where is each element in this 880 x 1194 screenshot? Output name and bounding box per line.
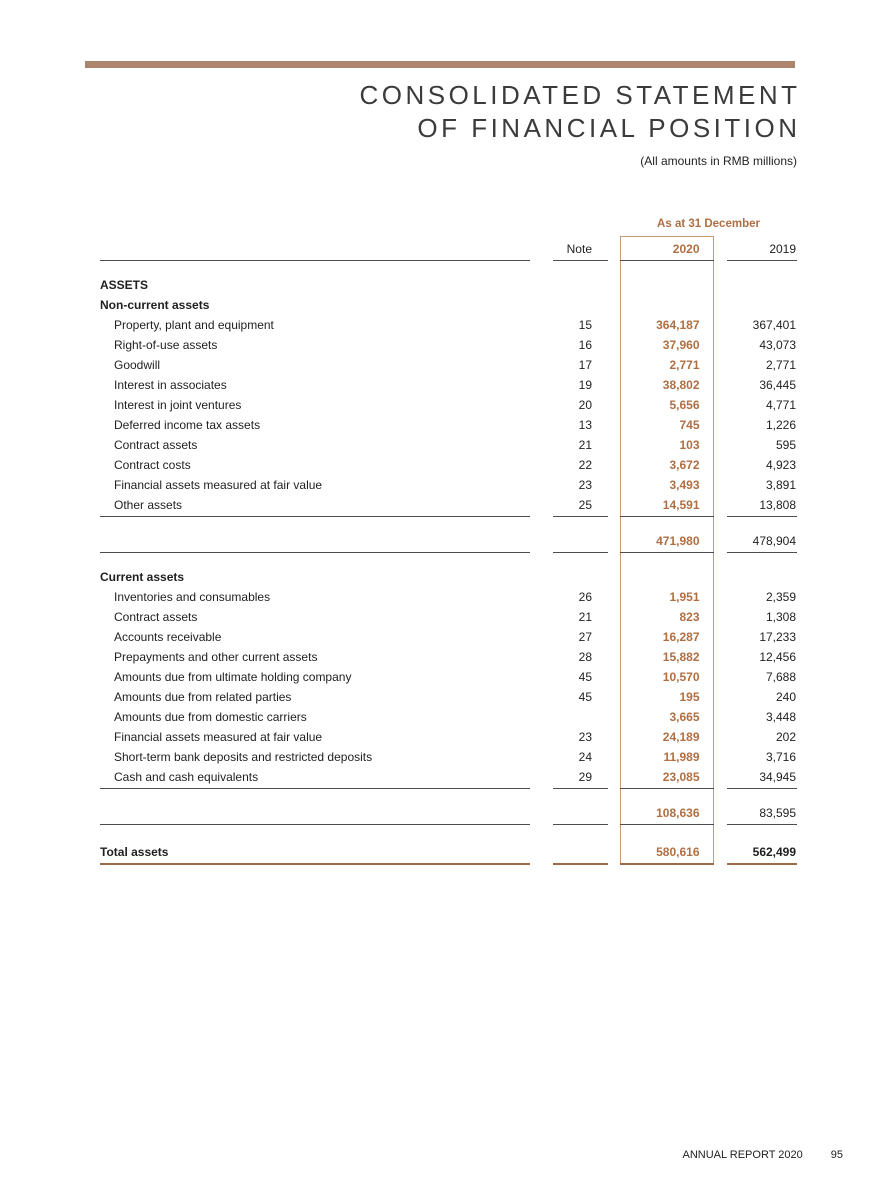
note-number xyxy=(553,260,608,276)
column-gap xyxy=(713,476,727,496)
value-2020: 24,189 xyxy=(620,728,713,748)
value-2019: 2,771 xyxy=(766,358,797,372)
row-label: Amounts due from ultimate holding company xyxy=(114,670,352,684)
column-gap xyxy=(530,668,553,688)
column-gap xyxy=(713,688,727,708)
column-gap xyxy=(713,496,727,516)
value-2019 xyxy=(727,824,797,840)
item-row xyxy=(100,668,797,688)
value-2020 xyxy=(620,276,713,296)
column-gap xyxy=(530,456,553,476)
column-gap xyxy=(713,608,727,628)
column-gap xyxy=(608,668,620,688)
item-row xyxy=(100,688,797,708)
column-gap xyxy=(530,356,553,376)
section-row xyxy=(100,276,797,296)
column-gap xyxy=(713,436,727,456)
note-number: 25 xyxy=(553,496,608,516)
statement-body xyxy=(100,260,797,864)
column-gap xyxy=(608,416,620,436)
value-2020 xyxy=(620,552,713,568)
note-number xyxy=(553,568,608,588)
row-label: Amounts due from related parties xyxy=(114,690,292,704)
column-gap xyxy=(530,260,553,276)
column-header-2019: 2019 xyxy=(727,236,797,260)
row-label: ASSETS xyxy=(100,278,149,292)
value-2019: 12,456 xyxy=(759,650,797,664)
item-row xyxy=(100,376,797,396)
column-gap xyxy=(530,336,553,356)
value-2020: 823 xyxy=(620,608,713,628)
column-gap xyxy=(530,628,553,648)
value-2019: 367,401 xyxy=(752,318,797,332)
note-number: 23 xyxy=(578,478,592,492)
column-gap xyxy=(608,276,620,296)
column-gap xyxy=(608,608,620,628)
row-label: Cash and cash equivalents xyxy=(100,768,530,788)
note-number: 17 xyxy=(578,358,592,372)
total-row xyxy=(100,840,797,864)
value-2020: 745 xyxy=(620,416,713,436)
accent-bar xyxy=(85,61,795,68)
column-gap xyxy=(713,804,727,824)
value-2019: 478,904 xyxy=(727,532,797,552)
item-row xyxy=(100,476,797,496)
column-gap xyxy=(608,588,620,608)
column-gap xyxy=(608,456,620,476)
row-label: Total assets xyxy=(100,840,530,864)
column-gap xyxy=(530,436,553,456)
note-number xyxy=(553,516,608,532)
value-2020: 14,591 xyxy=(620,496,713,516)
column-gap xyxy=(530,296,553,316)
value-2019: 7,688 xyxy=(766,670,797,684)
column-gap xyxy=(530,688,553,708)
column-gap xyxy=(713,748,727,768)
row-label: Right-of-use assets xyxy=(114,338,218,352)
value-2019: 34,945 xyxy=(727,768,797,788)
item-row xyxy=(100,496,797,516)
note-number: 45 xyxy=(578,670,592,684)
note-column-header: Note xyxy=(553,236,608,260)
row-label xyxy=(100,532,530,552)
column-gap xyxy=(713,568,727,588)
note-number: 28 xyxy=(578,650,592,664)
column-gap xyxy=(608,708,620,728)
value-2020: 37,960 xyxy=(620,336,713,356)
row-label: Deferred income tax assets xyxy=(114,418,261,432)
column-gap xyxy=(608,496,620,516)
empty-cell xyxy=(100,214,530,236)
note-number: 20 xyxy=(578,398,592,412)
column-gap xyxy=(713,516,727,532)
amounts-note: (All amounts in RMB millions) xyxy=(640,154,797,168)
column-gap xyxy=(608,236,620,260)
value-2020 xyxy=(620,568,713,588)
row-label: Financial assets measured at fair value xyxy=(114,730,323,744)
value-2020 xyxy=(620,824,713,840)
column-gap xyxy=(608,768,620,788)
value-2020: 471,980 xyxy=(620,532,713,552)
column-gap xyxy=(608,476,620,496)
column-gap xyxy=(530,236,553,260)
note-number xyxy=(553,788,608,804)
note-number: 26 xyxy=(578,590,592,604)
row-label: Interest in joint ventures xyxy=(114,398,242,412)
page-header xyxy=(100,79,801,168)
column-gap xyxy=(608,532,620,552)
column-gap xyxy=(608,552,620,568)
value-2019: 595 xyxy=(776,438,797,452)
column-gap xyxy=(608,728,620,748)
column-gap xyxy=(530,476,553,496)
column-gap xyxy=(530,316,553,336)
note-number: 21 xyxy=(578,438,592,452)
value-2019: 3,448 xyxy=(766,710,797,724)
column-gap xyxy=(608,376,620,396)
column-gap xyxy=(713,668,727,688)
column-gap xyxy=(608,436,620,456)
column-header-2020: 2020 xyxy=(620,236,713,260)
column-gap xyxy=(530,416,553,436)
item-row xyxy=(100,416,797,436)
value-2020: 2,771 xyxy=(620,356,713,376)
item-row xyxy=(100,588,797,608)
row-label: Prepayments and other current assets xyxy=(114,650,318,664)
column-gap xyxy=(713,824,727,840)
column-gap xyxy=(713,728,727,748)
value-2019 xyxy=(727,568,797,588)
spacer-row xyxy=(100,788,797,804)
value-2020: 16,287 xyxy=(620,628,713,648)
column-gap xyxy=(713,840,727,864)
period-header: As at 31 December xyxy=(657,217,760,230)
column-gap xyxy=(713,648,727,668)
value-2019: 13,808 xyxy=(727,496,797,516)
column-gap xyxy=(530,214,553,236)
column-gap xyxy=(530,648,553,668)
value-2020: 11,989 xyxy=(620,748,713,768)
value-2020: 195 xyxy=(620,688,713,708)
row-label: Current assets xyxy=(100,570,185,584)
value-2019: 1,308 xyxy=(766,610,797,624)
spacer-row xyxy=(100,824,797,840)
note-number: 24 xyxy=(578,750,592,764)
column-gap xyxy=(530,708,553,728)
value-2019: 43,073 xyxy=(759,338,797,352)
value-2020 xyxy=(620,260,713,276)
section-row xyxy=(100,568,797,588)
row-label: Accounts receivable xyxy=(114,630,222,644)
column-gap xyxy=(713,416,727,436)
value-2020: 1,951 xyxy=(620,588,713,608)
column-gap xyxy=(713,236,727,260)
footer-report-title: ANNUAL REPORT 2020 xyxy=(682,1149,803,1161)
column-gap xyxy=(608,840,620,864)
item-row xyxy=(100,728,797,748)
value-2019: 83,595 xyxy=(727,804,797,824)
value-2020: 3,493 xyxy=(620,476,713,496)
note-number: 13 xyxy=(578,418,592,432)
note-number xyxy=(553,708,608,728)
value-2020: 103 xyxy=(620,436,713,456)
spacer-row xyxy=(100,260,797,276)
note-number: 27 xyxy=(578,630,592,644)
column-gap xyxy=(530,748,553,768)
value-2019: 3,716 xyxy=(766,750,797,764)
row-label: Financial assets measured at fair value xyxy=(114,478,323,492)
value-2020 xyxy=(620,296,713,316)
value-2019: 4,771 xyxy=(766,398,797,412)
row-label: Interest in associates xyxy=(114,378,227,392)
page-footer xyxy=(683,1149,844,1161)
column-gap xyxy=(713,336,727,356)
row-label: Short-term bank deposits and restricted deposits xyxy=(114,750,373,764)
value-2020: 15,882 xyxy=(620,648,713,668)
note-number xyxy=(553,840,608,864)
value-2020: 364,187 xyxy=(620,316,713,336)
footer-page-number: 95 xyxy=(830,1149,843,1161)
value-2020: 10,570 xyxy=(620,668,713,688)
value-2019: 562,499 xyxy=(727,840,797,864)
row-label xyxy=(100,260,530,276)
value-2019: 36,445 xyxy=(759,378,797,392)
value-2019: 202 xyxy=(776,730,797,744)
column-gap xyxy=(713,276,727,296)
column-gap xyxy=(530,276,553,296)
value-2019: 17,233 xyxy=(759,630,797,644)
row-label: Amounts due from domestic carriers xyxy=(114,710,307,724)
value-2019 xyxy=(727,296,797,316)
row-label: Property, plant and equipment xyxy=(114,318,274,332)
column-gap xyxy=(608,748,620,768)
subtotal-row xyxy=(100,532,797,552)
spacer-row xyxy=(100,516,797,532)
row-label xyxy=(100,804,530,824)
item-row xyxy=(100,608,797,628)
note-number: 45 xyxy=(578,690,592,704)
item-row xyxy=(100,356,797,376)
note-number: 23 xyxy=(578,730,592,744)
note-number xyxy=(553,552,608,568)
column-gap xyxy=(713,708,727,728)
item-row xyxy=(100,336,797,356)
column-gap xyxy=(530,552,553,568)
column-gap xyxy=(713,588,727,608)
item-row xyxy=(100,396,797,416)
value-2019 xyxy=(727,516,797,532)
column-gap xyxy=(608,214,620,236)
value-2020: 23,085 xyxy=(620,768,713,788)
row-label: Contract assets xyxy=(114,610,198,624)
column-gap xyxy=(713,768,727,788)
row-label xyxy=(100,824,530,840)
column-gap xyxy=(608,516,620,532)
column-gap xyxy=(530,496,553,516)
value-2019: 2,359 xyxy=(766,590,797,604)
note-number xyxy=(553,276,608,296)
note-number: 19 xyxy=(578,378,592,392)
column-gap xyxy=(608,688,620,708)
value-2019: 3,891 xyxy=(766,478,797,492)
note-number: 16 xyxy=(578,338,592,352)
column-gap xyxy=(530,588,553,608)
column-gap xyxy=(713,296,727,316)
column-gap xyxy=(608,396,620,416)
page-title-line-2: OF FINANCIAL POSITION xyxy=(417,113,801,143)
financial-position-table xyxy=(100,214,797,865)
value-2020: 38,802 xyxy=(620,376,713,396)
item-row xyxy=(100,768,797,788)
column-gap xyxy=(713,552,727,568)
column-header-row xyxy=(100,236,797,260)
value-2020: 580,616 xyxy=(620,840,713,864)
item-row xyxy=(100,316,797,336)
row-label: Non-current assets xyxy=(100,298,210,312)
item-row xyxy=(100,436,797,456)
row-label: Inventories and consumables xyxy=(114,590,271,604)
note-number: 29 xyxy=(553,768,608,788)
row-label: Contract costs xyxy=(114,458,191,472)
column-gap xyxy=(608,648,620,668)
column-gap xyxy=(530,516,553,532)
value-2020: 3,665 xyxy=(620,708,713,728)
column-gap xyxy=(530,376,553,396)
value-2020 xyxy=(620,516,713,532)
column-gap xyxy=(530,788,553,804)
column-gap xyxy=(608,260,620,276)
row-label: Other assets xyxy=(100,496,530,516)
note-number xyxy=(553,824,608,840)
item-row xyxy=(100,708,797,728)
value-2019: 1,226 xyxy=(766,418,797,432)
column-gap xyxy=(608,336,620,356)
column-gap xyxy=(608,568,620,588)
empty-cell xyxy=(553,214,608,236)
item-row xyxy=(100,648,797,668)
column-gap xyxy=(713,396,727,416)
column-gap xyxy=(713,316,727,336)
column-gap xyxy=(530,568,553,588)
column-gap xyxy=(713,260,727,276)
column-gap xyxy=(608,316,620,336)
value-2020: 5,656 xyxy=(620,396,713,416)
value-2019 xyxy=(727,788,797,804)
column-gap xyxy=(713,788,727,804)
column-gap xyxy=(608,628,620,648)
value-2019: 240 xyxy=(776,690,797,704)
column-gap xyxy=(608,296,620,316)
column-gap xyxy=(608,356,620,376)
column-gap xyxy=(530,396,553,416)
column-gap xyxy=(530,804,553,824)
note-number xyxy=(553,532,608,552)
value-2019 xyxy=(727,552,797,568)
column-gap xyxy=(713,376,727,396)
note-number: 21 xyxy=(578,610,592,624)
column-gap xyxy=(530,608,553,628)
row-label xyxy=(100,552,530,568)
column-gap xyxy=(530,532,553,552)
value-2019 xyxy=(727,260,797,276)
value-2020: 3,672 xyxy=(620,456,713,476)
section-row xyxy=(100,296,797,316)
column-gap xyxy=(713,356,727,376)
row-label: Goodwill xyxy=(114,358,161,372)
value-2019: 4,923 xyxy=(766,458,797,472)
column-gap xyxy=(530,768,553,788)
note-number: 22 xyxy=(578,458,592,472)
column-gap xyxy=(608,804,620,824)
label-column-header xyxy=(100,236,530,260)
column-gap xyxy=(713,532,727,552)
spacer-row xyxy=(100,552,797,568)
page-title-line-1: CONSOLIDATED STATEMENT xyxy=(359,80,801,110)
note-number: 15 xyxy=(578,318,592,332)
column-gap xyxy=(530,728,553,748)
row-label xyxy=(100,516,530,532)
row-label xyxy=(100,788,530,804)
subtotal-row xyxy=(100,804,797,824)
value-2020 xyxy=(620,788,713,804)
value-2019 xyxy=(727,276,797,296)
item-row xyxy=(100,628,797,648)
row-label: Contract assets xyxy=(114,438,198,452)
column-gap xyxy=(530,824,553,840)
column-gap xyxy=(530,840,553,864)
note-number xyxy=(553,804,608,824)
value-2020: 108,636 xyxy=(620,804,713,824)
column-gap xyxy=(608,788,620,804)
item-row xyxy=(100,456,797,476)
note-number xyxy=(553,296,608,316)
column-gap xyxy=(608,824,620,840)
column-gap xyxy=(713,456,727,476)
column-gap xyxy=(713,628,727,648)
item-row xyxy=(100,748,797,768)
period-header-row xyxy=(100,214,797,236)
